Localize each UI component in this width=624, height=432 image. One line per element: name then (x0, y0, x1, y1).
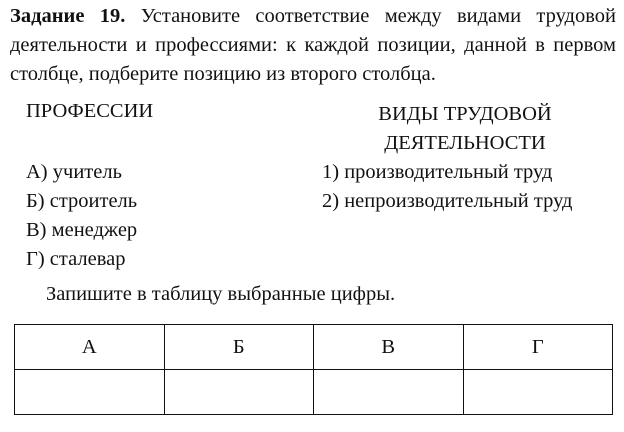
profession-item: Г) сталевар (26, 248, 126, 270)
profession-item: А) учитель (26, 161, 122, 183)
answer-header-cell: А (15, 325, 165, 370)
task-statement (10, 2, 616, 89)
answer-cell[interactable] (314, 370, 464, 415)
profession-item: В) менеджер (26, 219, 138, 241)
task-number: Задание 19. (10, 5, 126, 27)
answer-header-cell: В (314, 325, 464, 370)
answer-header-cell: Г (463, 325, 613, 370)
answer-table (14, 324, 613, 415)
answer-table-header-row (15, 325, 613, 370)
instruction-text: Запишите в таблицу выбранные цифры. (46, 283, 396, 305)
answer-cell[interactable] (15, 370, 165, 415)
profession-item: Б) строитель (26, 190, 138, 212)
answer-header-cell: Б (164, 325, 314, 370)
labor-type-item: 2) непроизводительный труд (322, 190, 573, 212)
labor-types-header (320, 100, 610, 158)
labor-types-header-line2: ДЕЯТЕЛЬНОСТИ (384, 132, 546, 154)
professions-list (26, 158, 137, 274)
labor-types-list (322, 158, 572, 216)
professions-header: ПРОФЕССИИ (26, 100, 154, 122)
answer-cell[interactable] (164, 370, 314, 415)
task-text: Установите соответствие между видами трудовой деятельности и профессиями: к каждой позиции, данной в первом столбце, подберите позицию из второго столбца. (10, 5, 616, 85)
answer-table-input-row (15, 370, 613, 415)
labor-type-item: 1) производительный труд (322, 161, 553, 183)
labor-types-header-line1: ВИДЫ ТРУДОВОЙ (378, 103, 552, 125)
answer-cell[interactable] (463, 370, 613, 415)
